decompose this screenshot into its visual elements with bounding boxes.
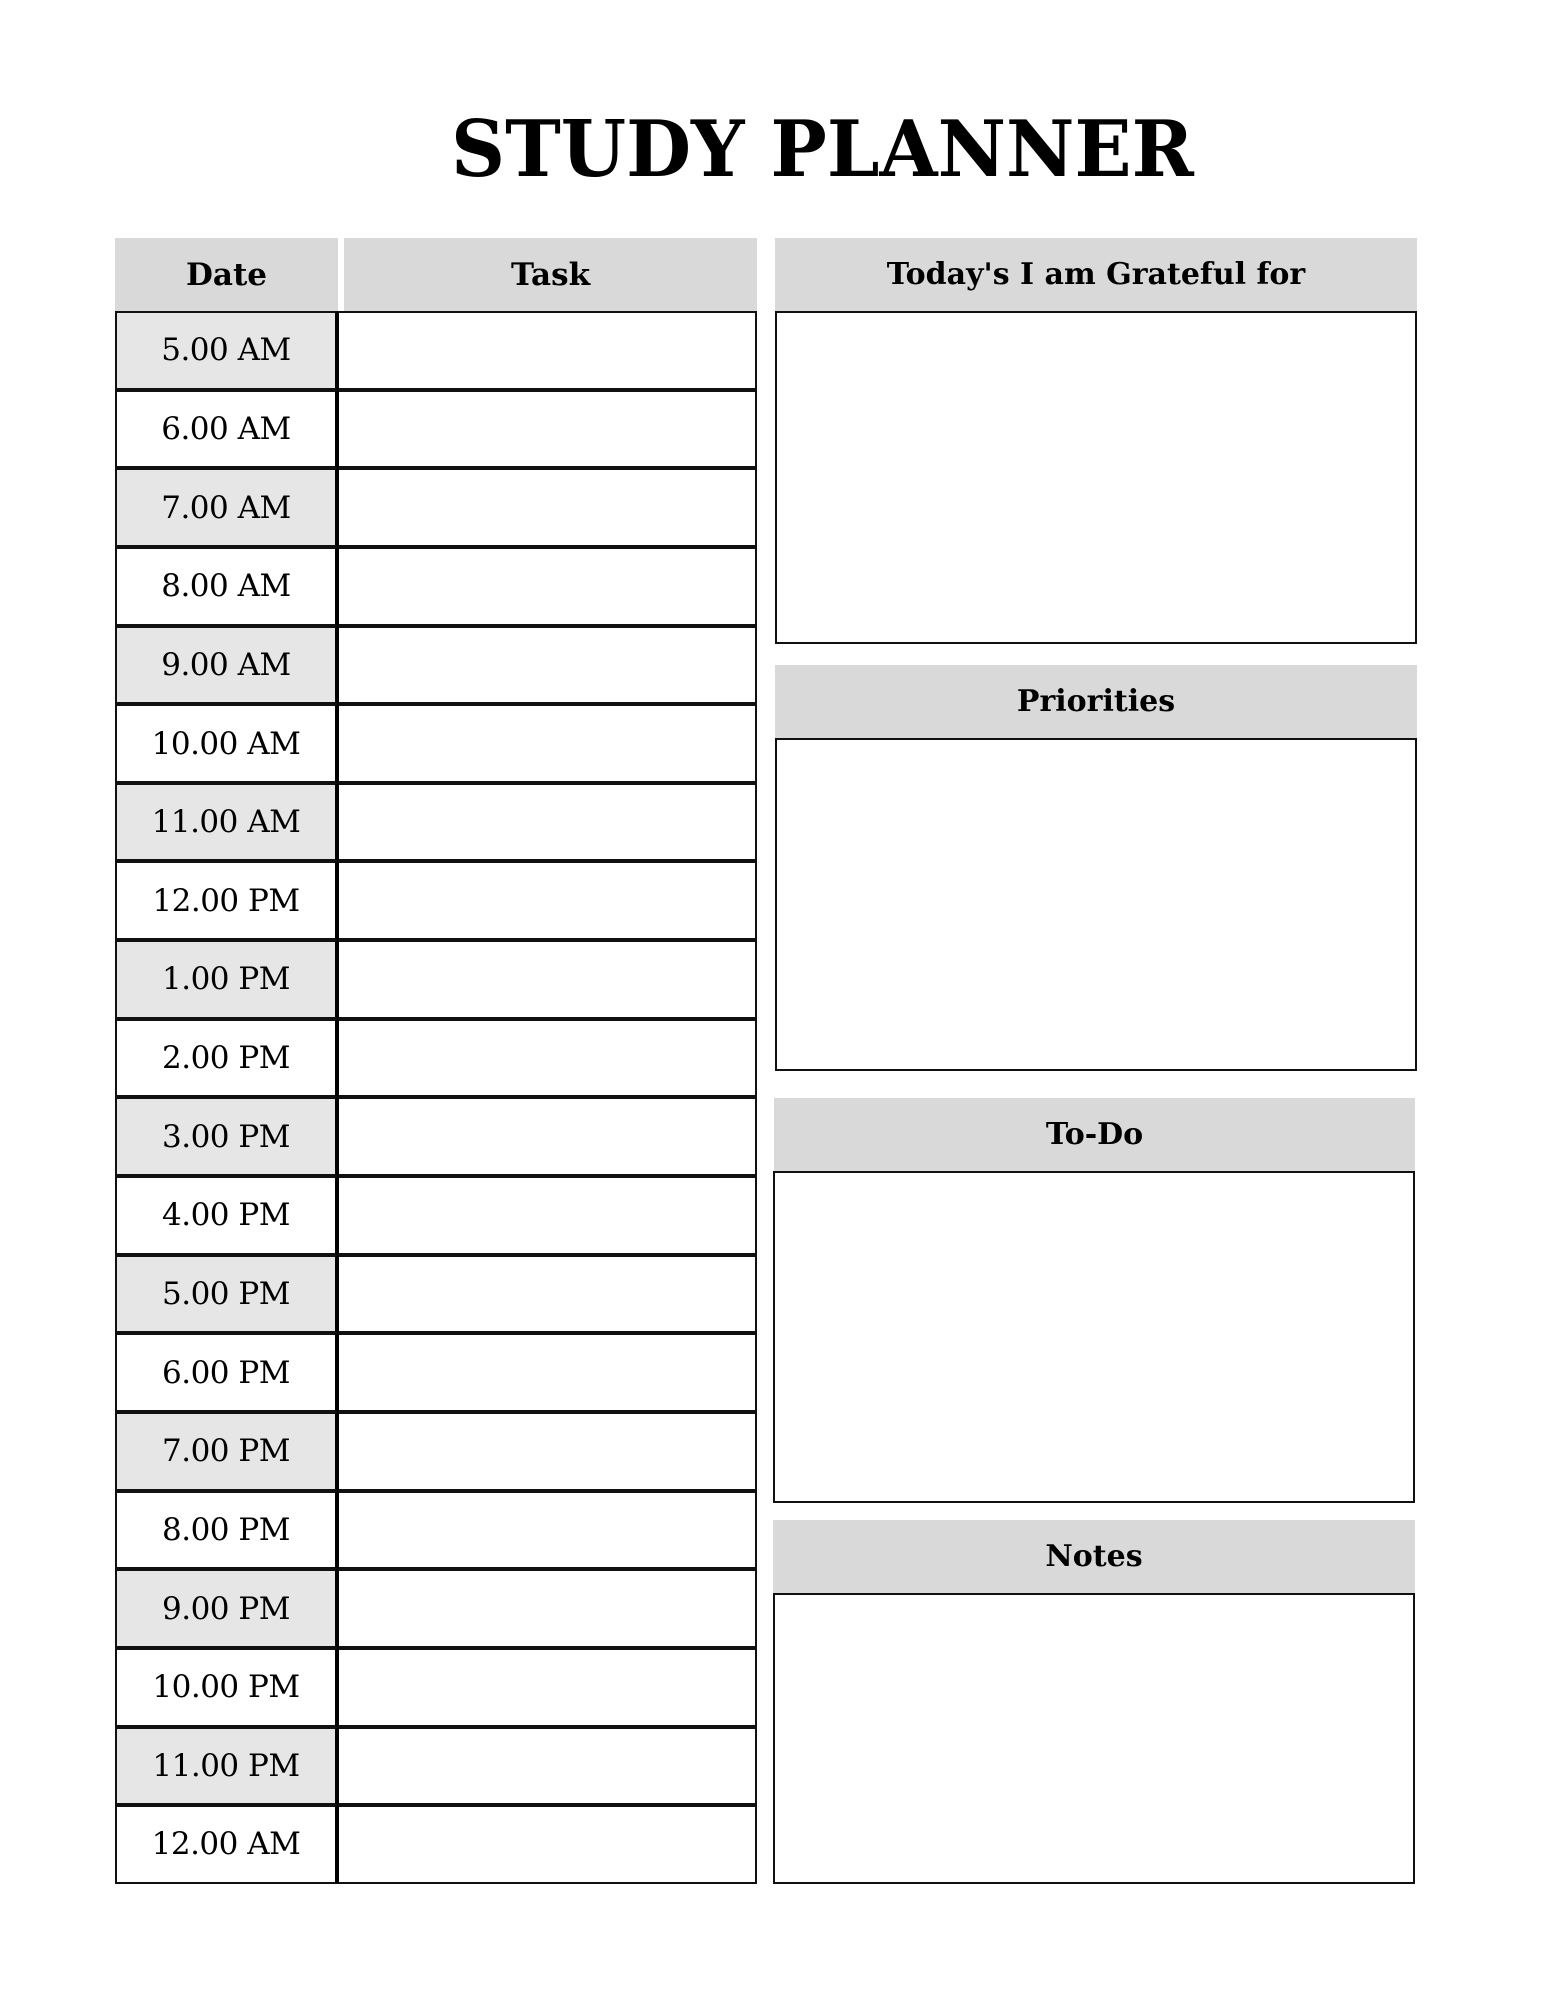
time-cell: 6.00 PM [115,1333,338,1412]
table-row [115,1019,757,1098]
table-row [115,626,757,705]
grateful-header: Today's I am Grateful for [775,238,1417,311]
table-row [115,1255,757,1334]
table-row [115,1333,757,1412]
table-row [115,1569,757,1648]
task-cell[interactable] [338,861,757,940]
time-cell: 9.00 PM [115,1569,338,1648]
task-cell[interactable] [338,1097,757,1176]
notes-header: Notes [773,1520,1415,1593]
date-column-header: Date [115,238,338,311]
table-row [115,1727,757,1806]
table-row [115,1805,757,1884]
task-cell[interactable] [338,1569,757,1648]
table-row [115,390,757,469]
task-cell[interactable] [338,704,757,783]
time-cell: 4.00 PM [115,1176,338,1255]
time-cell: 6.00 AM [115,390,338,469]
time-cell: 3.00 PM [115,1097,338,1176]
priorities-header: Priorities [775,665,1417,738]
time-cell: 8.00 PM [115,1491,338,1570]
time-cell: 1.00 PM [115,940,338,1019]
time-cell: 9.00 AM [115,626,338,705]
table-row [115,547,757,626]
table-row [115,1412,757,1491]
todo-box[interactable] [773,1171,1415,1503]
task-cell[interactable] [338,1333,757,1412]
time-cell: 10.00 AM [115,704,338,783]
task-cell[interactable] [338,311,757,390]
table-row [115,1176,757,1255]
time-cell: 2.00 PM [115,1019,338,1098]
page-title: STUDY PLANNER [451,104,1194,195]
task-cell[interactable] [338,1491,757,1570]
priorities-box[interactable] [775,738,1417,1071]
table-row [115,468,757,547]
task-cell[interactable] [338,1805,757,1884]
time-cell: 11.00 PM [115,1727,338,1806]
table-row [115,1491,757,1570]
grateful-box[interactable] [775,311,1417,644]
task-cell[interactable] [338,626,757,705]
notes-box[interactable] [773,1593,1415,1884]
table-row [115,861,757,940]
time-cell: 8.00 AM [115,547,338,626]
table-row [115,1648,757,1727]
task-cell[interactable] [338,783,757,862]
task-cell[interactable] [338,1648,757,1727]
table-row [115,704,757,783]
time-cell: 11.00 AM [115,783,338,862]
schedule-table [115,311,757,1884]
task-cell[interactable] [338,468,757,547]
time-cell: 12.00 AM [115,1805,338,1884]
task-column-header: Task [344,238,757,311]
task-cell[interactable] [338,1019,757,1098]
table-row [115,311,757,390]
time-cell: 7.00 PM [115,1412,338,1491]
time-cell: 5.00 AM [115,311,338,390]
time-cell: 10.00 PM [115,1648,338,1727]
task-cell[interactable] [338,1727,757,1806]
time-cell: 5.00 PM [115,1255,338,1334]
table-row [115,940,757,1019]
table-row [115,1097,757,1176]
table-row [115,783,757,862]
task-cell[interactable] [338,940,757,1019]
task-cell[interactable] [338,390,757,469]
todo-header: To-Do [774,1098,1415,1171]
task-cell[interactable] [338,547,757,626]
time-cell: 7.00 AM [115,468,338,547]
task-cell[interactable] [338,1412,757,1491]
task-cell[interactable] [338,1176,757,1255]
task-cell[interactable] [338,1255,757,1334]
time-cell: 12.00 PM [115,861,338,940]
